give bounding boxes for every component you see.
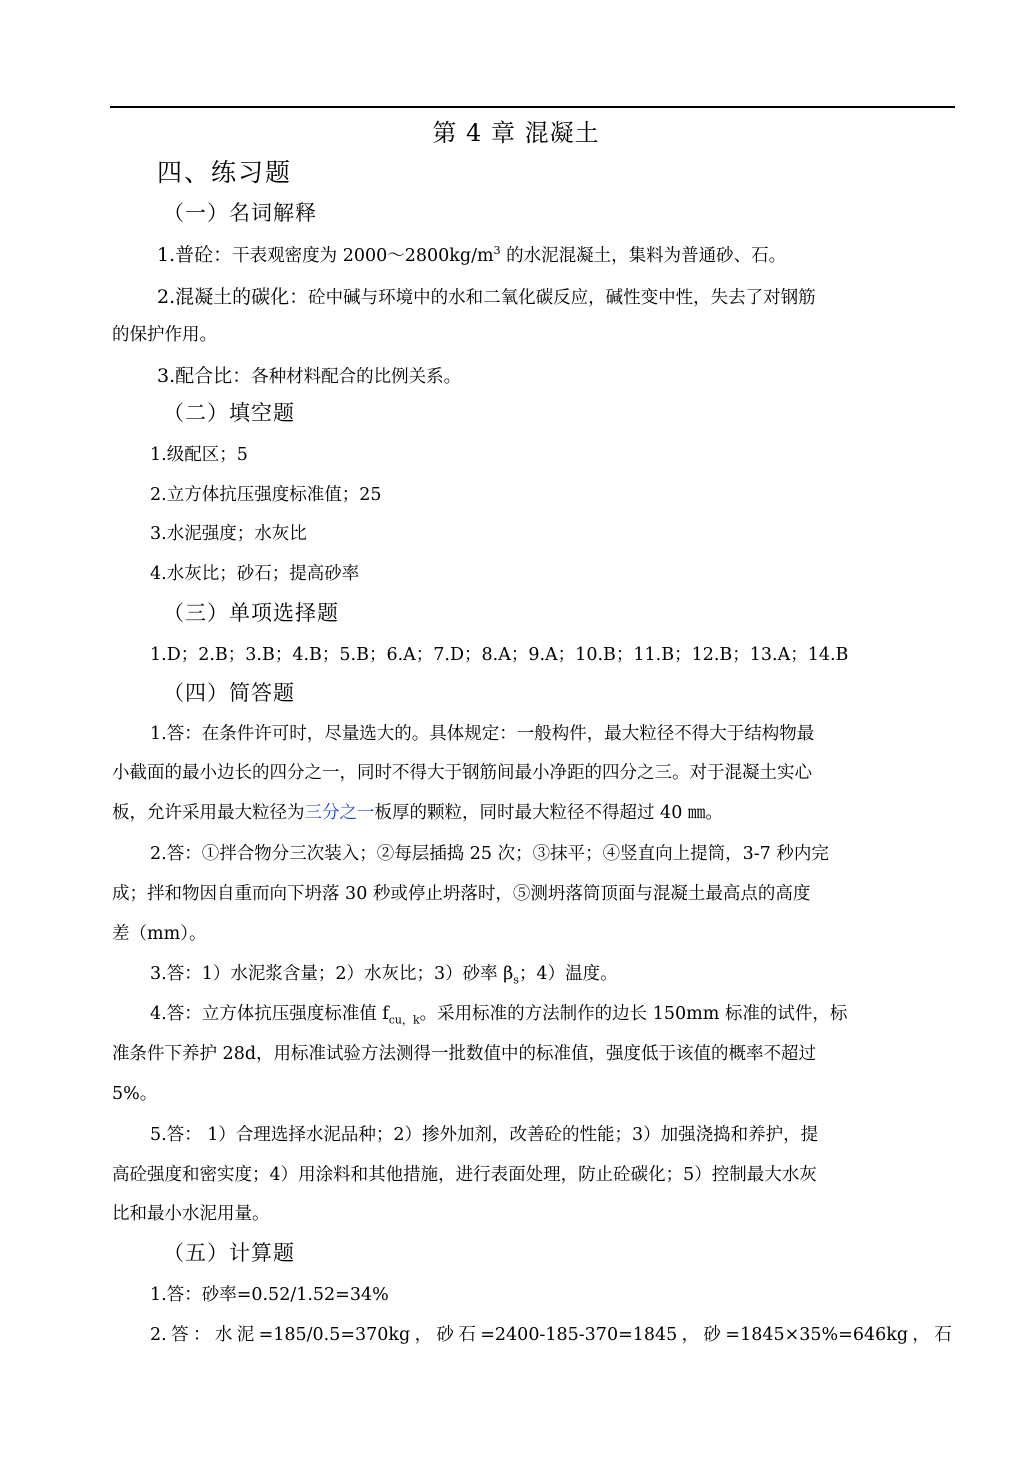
definition-term: 1.普砼：: [157, 244, 233, 266]
fraction-link: 三分之一: [304, 803, 375, 823]
answer-2-line-3: 差（mm）。: [112, 924, 207, 944]
calculation-item-1: 1.答：砂率=0.52/1.52=34%: [150, 1285, 389, 1305]
chapter-title: 第 4 章 混凝土: [432, 119, 600, 147]
answer-4-line-3: 5%。: [112, 1084, 158, 1104]
definitions-heading: （一）名词解释: [163, 201, 317, 225]
calculation-item-2: 2. 答 ： 水 泥 =185/0.5=370kg ， 砂 石 =2400-185-370=1845 ， 砂 =1845×35%=646kg ， 石: [150, 1325, 952, 1345]
definition-term: 2.混凝土的碳化：: [157, 286, 309, 308]
answer-2-line-1: 2.答：①拌合物分三次装入；②每层插捣 25 次；③抹平；④竖直向上提筒，3-7 秒内完: [150, 844, 829, 864]
definition-item-1: 1.普砼：干表观密度为 $2000\sim 2800kg/m^3$ 的水泥混凝土，集料为普通砂、石。: [157, 244, 787, 266]
single-choice-heading: （三）单项选择题: [163, 601, 339, 625]
fill-blank-item-2: 2.立方体抗压强度标准值；25: [150, 485, 382, 505]
definition-item-3: 3.配合比：各种材料配合的比例关系。: [157, 365, 462, 387]
calculation-heading: （五）计算题: [163, 1241, 295, 1265]
definition-item-2: 2.混凝土的碳化：砼中碱与环境中的水和二氧化碳反应，碱性变中性，失去了对钢筋: [157, 286, 816, 308]
answer-1-line-3: 板，允许采用最大粒径为三分之一板厚的颗粒，同时最大粒径不得超过 40 ㎜。: [112, 803, 723, 823]
answer-2-line-2: 成；拌和物因自重而向下坍落 30 秒或停止坍落时，⑤测坍落筒顶面与混凝土最高点的高度: [112, 884, 811, 904]
answer-5-line-3: 比和最小水泥用量。: [112, 1204, 270, 1224]
header-rule: [110, 106, 955, 108]
short-answer-heading: （四）简答题: [163, 681, 295, 705]
fill-blank-item-4: 4.水灰比；砂石；提高砂率: [150, 564, 360, 584]
fill-blank-item-3: 3.水泥强度；水灰比: [150, 524, 307, 544]
definition-item-2-cont: 的保护作用。: [112, 325, 217, 345]
fill-blank-heading: （二）填空题: [163, 401, 295, 425]
section-title: 四、练习题: [157, 158, 293, 187]
fill-blank-item-1: 1.级配区；5: [150, 445, 248, 465]
answer-3: 3.答：1）水泥浆含量；2）水灰比；3）砂率 $\beta_s$；4）温度。: [150, 964, 618, 987]
answer-1-line-1: 1.答：在条件许可时，尽量选大的。具体规定：一般构件，最大粒径不得大于结构物最: [150, 724, 815, 744]
single-choice-answers: 1.D；2.B；3.B；4.B；5.B；6.A；7.D；8.A；9.A；10.B；11.B；12.B；13.A；14.B: [150, 645, 849, 665]
definition-term: 3.配合比：: [157, 365, 252, 387]
answer-4-line-2: 准条件下养护 28d，用标准试验方法测得一批数值中的标准值，强度低于该值的概率不超过: [112, 1044, 817, 1064]
answer-5-line-2: 高砼强度和密实度；4）用涂料和其他措施，进行表面处理，防止砼碳化；5）控制最大水灰: [112, 1165, 817, 1185]
answer-5-line-1: 5.答： 1）合理选择水泥品种；2）掺外加剂，改善砼的性能；3）加强浇捣和养护，提: [150, 1125, 819, 1145]
answer-4-line-1: 4.答：立方体抗压强度标准值 $f_{cu,k}$。采用标准的方法制作的边长 150mm 标准的试件，标: [150, 1004, 848, 1027]
answer-1-line-2: 小截面的最小边长的四分之一，同时不得大于钢筋间最小净距的四分之三。对于混凝土实心: [112, 763, 812, 783]
